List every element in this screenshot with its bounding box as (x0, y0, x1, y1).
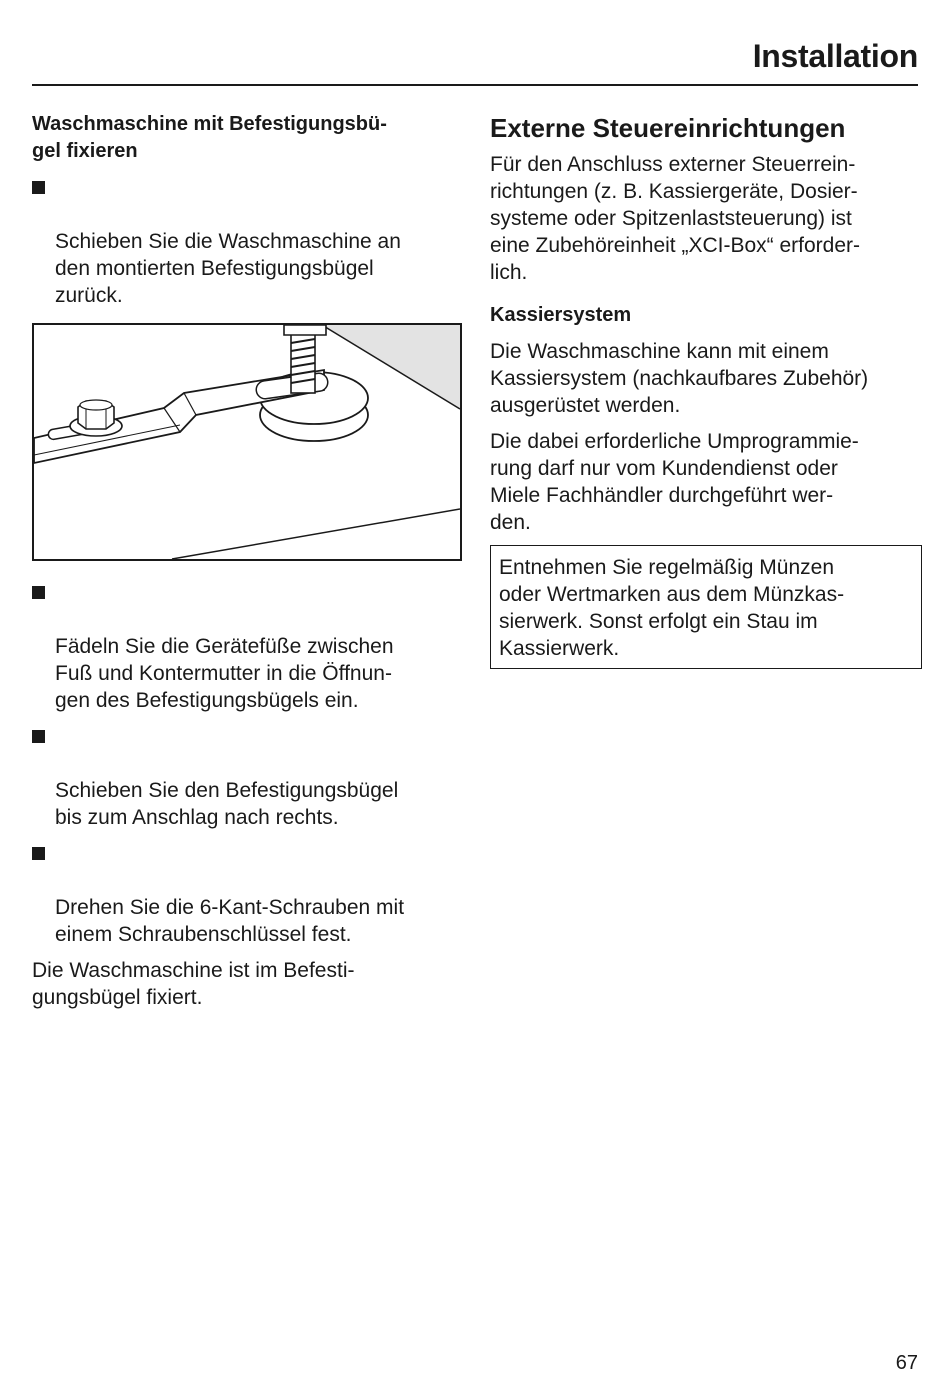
kassiersystem-paragraph-2: Die dabei erforderliche Umprogrammie- rung darf nur vom Kundendienst oder Miele Fachhändler durchgeführt wer- den. (490, 430, 859, 534)
bullet-square-icon (32, 586, 45, 599)
list-item-text: Schieben Sie die Waschmaschine an den montierten Befestigungsbügel zurück. (55, 230, 401, 307)
lock-nut (284, 325, 326, 335)
section-heading-externe-steuereinrichtungen: Externe Steuereinrichtungen (490, 113, 846, 143)
list-item (32, 723, 464, 831)
list-item (32, 840, 464, 948)
floor-line (172, 509, 460, 559)
bullet-list-top (32, 174, 464, 309)
page-header-title: Installation (752, 38, 918, 74)
header-divider (32, 84, 918, 86)
right-column (490, 111, 922, 669)
illustration-mounting-bracket (32, 323, 462, 561)
section-heading-fixieren: Waschmaschine mit Befestigungsbü- gel fixieren (32, 113, 387, 162)
kassiersystem-paragraph-1: Die Waschmaschine kann mit einem Kassiersystem (nachkaufbares Zubehör) ausgerüstet werden. (490, 340, 869, 417)
bullet-square-icon (32, 181, 45, 194)
bullet-square-icon (32, 730, 45, 743)
mounting-bracket-drawing (34, 325, 460, 559)
intro-paragraph: Für den Anschluss externer Steuerrein- richtungen (z. B. Kassiergeräte, Dosier- systeme oder Spitzenlaststeuerung) ist eine Zubehöreinheit „XCI-Box“ erforder- lich. (490, 153, 861, 284)
left-column (32, 111, 464, 1020)
note-box (490, 545, 922, 669)
bullet-square-icon (32, 847, 45, 860)
result-text: Die Waschmaschine ist im Befesti- gungsbügel fixiert. (32, 959, 355, 1009)
list-item-text: Drehen Sie die 6-Kant-Schrauben mit einem Schraubenschlüssel fest. (55, 896, 405, 946)
page-number: 67 (895, 1352, 918, 1374)
list-item (32, 579, 464, 714)
subheading-kassiersystem: Kassiersystem (490, 304, 632, 326)
list-item-text: Schieben Sie den Befestigungsbügel bis zum Anschlag nach rechts. (55, 779, 399, 829)
note-text: Entnehmen Sie regelmäßig Münzen oder Wertmarken aus dem Münzkas- sierwerk. Sonst erfolgt ein Stau im Kassierwerk. (499, 556, 845, 660)
list-item (32, 174, 464, 309)
list-item-text: Fädeln Sie die Gerätefüße zwischen Fuß und Kontermutter in die Öffnun- gen des Befestigungsbügels ein. (55, 635, 394, 712)
bullet-list-bottom (32, 579, 464, 948)
